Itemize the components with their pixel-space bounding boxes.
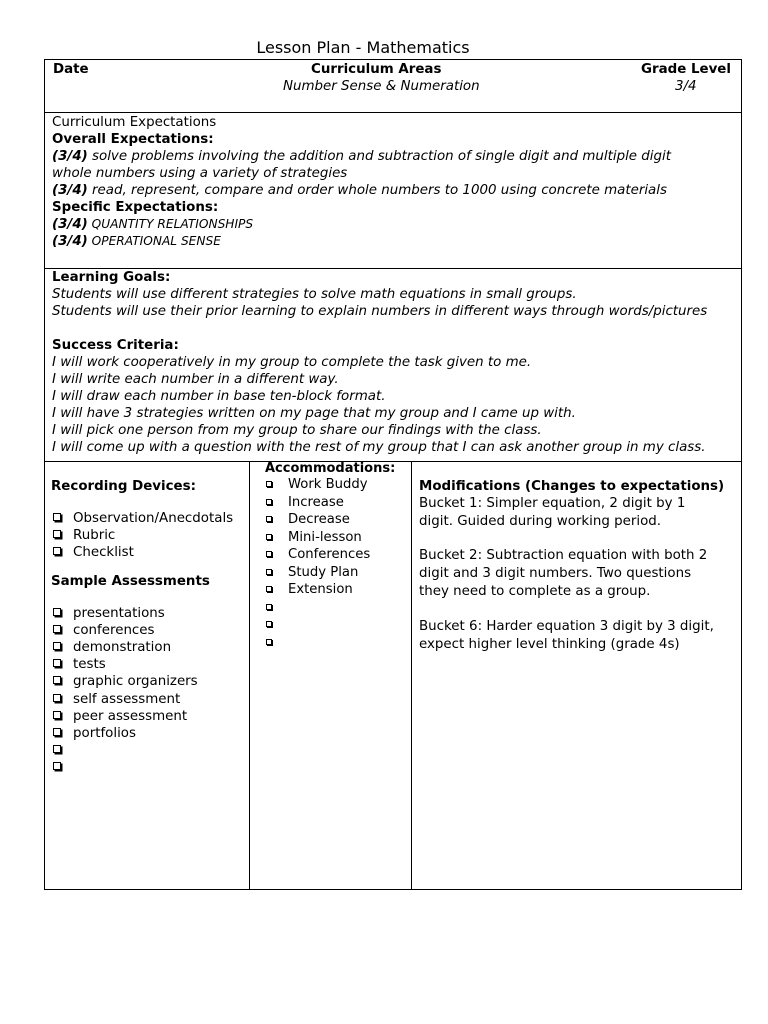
checkbox-icon	[53, 547, 61, 555]
checklist-item[interactable]: portfolios	[51, 725, 247, 742]
lesson-plan-table	[44, 59, 742, 890]
date-label: Date	[53, 62, 89, 77]
checkbox-icon	[266, 639, 272, 645]
accommodations-heading: Accommodations:	[265, 461, 396, 476]
checklist-item[interactable]	[51, 742, 247, 759]
recording-devices-column	[51, 478, 247, 776]
specific-expectations-heading: Specific Expectations:	[52, 200, 219, 215]
curriculum-areas-value: Number Sense & Numeration	[283, 79, 480, 94]
success-criterion: I will draw each number in base ten-block format.	[52, 389, 386, 404]
grade-level-label: Grade Level	[641, 62, 731, 77]
expectations-section	[45, 113, 741, 269]
overall-expectations-heading: Overall Expectations:	[52, 132, 214, 147]
recording-devices-list	[51, 510, 247, 562]
expectations-heading: Curriculum Expectations	[52, 115, 217, 130]
specific-expectation-1: (3/4) QUANTITY RELATIONSHIPS	[52, 217, 254, 232]
checklist-item[interactable]: presentations	[51, 605, 247, 622]
document-title: Lesson Plan - Mathematics	[256, 38, 470, 57]
checklist-item[interactable]: Study Plan	[265, 564, 415, 582]
checklist-item[interactable]: self assessment	[51, 691, 247, 708]
recording-devices-heading: Recording Devices:	[51, 479, 196, 494]
checklist-item[interactable]: Work Buddy	[265, 476, 415, 494]
checklist-item[interactable]: graphic organizers	[51, 673, 247, 690]
checkbox-icon	[53, 694, 61, 702]
checkbox-icon	[53, 659, 61, 667]
checklist-item[interactable]: Observation/Anecdotals	[51, 510, 247, 527]
checklist-item[interactable]: Extension	[265, 581, 415, 599]
checklist-item[interactable]	[265, 616, 415, 634]
learning-goal: Students will use different strategies to solve math equations in small groups.	[52, 287, 577, 302]
checkbox-icon	[53, 728, 61, 736]
checklist-item[interactable]: Checklist	[51, 544, 247, 561]
success-criterion: I will come up with a question with the rest of my group that I can ask another group in my class.	[52, 440, 706, 455]
checklist-item[interactable]: tests	[51, 656, 247, 673]
checkbox-icon	[266, 481, 272, 487]
checklist-item[interactable]	[265, 634, 415, 652]
checkbox-icon	[266, 551, 272, 557]
header-row	[45, 60, 741, 113]
checklist-item[interactable]: peer assessment	[51, 708, 247, 725]
checkbox-icon	[266, 569, 272, 575]
accommodations-list	[265, 476, 415, 651]
checklist-item[interactable]	[51, 759, 247, 776]
success-criterion: I will work cooperatively in my group to complete the task given to me.	[52, 355, 532, 370]
checklist-item[interactable]: Increase	[265, 494, 415, 512]
specific-expectation-2: (3/4) OPERATIONAL SENSE	[52, 234, 221, 249]
checklist-item[interactable]: Conferences	[265, 546, 415, 564]
learning-goals-section	[45, 269, 741, 462]
modifications-column	[419, 478, 741, 654]
bucket-1: Bucket 1: Simpler equation, 2 digit by 1 digit. Guided during working period.	[419, 496, 686, 529]
sample-assessments-heading: Sample Assessments	[51, 573, 210, 589]
checkbox-icon	[266, 499, 272, 505]
checklist-item[interactable]	[265, 599, 415, 617]
checkbox-icon	[53, 676, 61, 684]
success-criterion: I will have 3 strategies written on my page that my group and I came up with.	[52, 406, 576, 421]
checkbox-icon	[266, 516, 272, 522]
assessment-row	[45, 462, 741, 889]
curriculum-areas-label: Curriculum Areas	[311, 62, 442, 77]
success-criteria-heading: Success Criteria:	[52, 338, 179, 353]
bucket-6: Bucket 6: Harder equation 3 digit by 3 digit, expect higher level thinking (grade 4s)	[419, 619, 714, 652]
learning-goal: Students will use their prior learning to explain numbers in different ways through words/pictures	[52, 304, 708, 319]
checkbox-icon	[53, 625, 61, 633]
sample-assessments-list	[51, 605, 247, 777]
success-criterion: I will pick one person from my group to share our findings with the class.	[52, 423, 542, 438]
checklist-item[interactable]: Mini-lesson	[265, 529, 415, 547]
checkbox-icon	[266, 586, 272, 592]
overall-expectation-2: (3/4) read, represent, compare and order whole numbers to 1000 using concrete materials	[52, 183, 667, 198]
overall-expectation-1-cont: whole numbers using a variety of strategies	[52, 166, 348, 181]
learning-goals-heading: Learning Goals:	[52, 270, 171, 285]
checkbox-icon	[266, 621, 272, 627]
grade-level-value: 3/4	[675, 79, 697, 94]
checkbox-icon	[53, 513, 61, 521]
checklist-item[interactable]: demonstration	[51, 639, 247, 656]
checkbox-icon	[53, 762, 61, 770]
accommodations-column	[265, 461, 415, 651]
checkbox-icon	[266, 534, 272, 540]
checkbox-icon	[53, 530, 61, 538]
bucket-2: Bucket 2: Subtraction equation with both 2 digit and 3 digit numbers. Two questions they need to complete as a group.	[419, 548, 708, 599]
column-divider	[249, 462, 250, 889]
success-criterion: I will write each number in a different way.	[52, 372, 339, 387]
checkbox-icon	[53, 711, 61, 719]
checklist-item[interactable]: conferences	[51, 622, 247, 639]
modifications-heading: Modifications (Changes to expectations)	[419, 479, 725, 494]
checkbox-icon	[53, 745, 61, 753]
checkbox-icon	[266, 604, 272, 610]
checkbox-icon	[53, 608, 61, 616]
checklist-item[interactable]: Rubric	[51, 527, 247, 544]
checklist-item[interactable]: Decrease	[265, 511, 415, 529]
checkbox-icon	[53, 642, 61, 650]
overall-expectation-1: (3/4) solve problems involving the addition and subtraction of single digit and multiple digit	[52, 149, 671, 164]
